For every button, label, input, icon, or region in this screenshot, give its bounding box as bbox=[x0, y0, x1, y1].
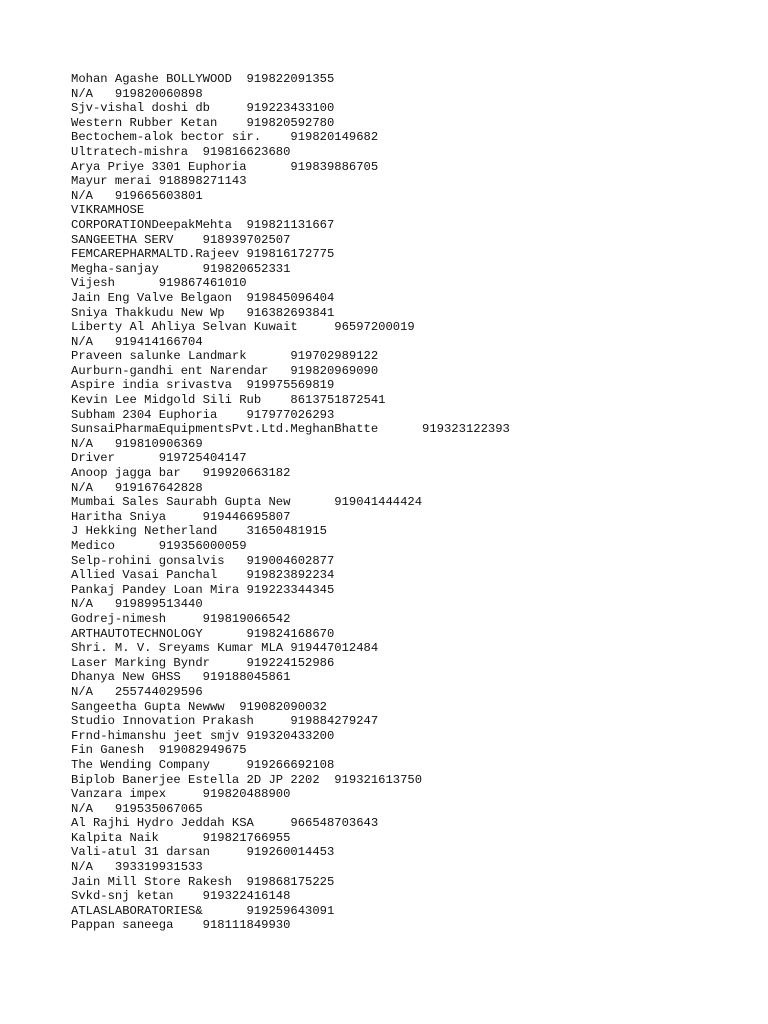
contact-line: VIKRAMHOSE bbox=[71, 203, 145, 218]
contact-line: SunsaiPharmaEquipmentsPvt.Ltd.MeghanBhatte 919323122393 bbox=[71, 422, 510, 437]
contact-line: Shri. M. V. Sreyams Kumar MLA 919447012484 bbox=[71, 641, 379, 656]
contact-line: Megha-sanjay 919820652331 bbox=[71, 261, 291, 276]
contact-line: Fin Ganesh 919082949675 bbox=[71, 743, 247, 758]
document-page bbox=[71, 72, 751, 933]
contact-line: Sjv-vishal doshi db 919223433100 bbox=[71, 101, 335, 116]
contact-line: N/A 919414166704 bbox=[71, 334, 203, 349]
contact-line: Mohan Agashe BOLLYWOOD 919822091355 bbox=[71, 72, 335, 86]
contact-line: Haritha Sniya 919446695807 bbox=[71, 509, 291, 524]
contact-line: Mumbai Sales Saurabh Gupta New 919041444424 bbox=[71, 495, 423, 510]
contact-line: Sangeetha Gupta Newww 919082090032 bbox=[71, 699, 327, 714]
contact-line: N/A 919665603801 bbox=[71, 188, 203, 203]
contact-line: Jain Mill Store Rakesh 919868175225 bbox=[71, 874, 335, 889]
contact-line: Western Rubber Ketan 919820592780 bbox=[71, 115, 335, 130]
contact-line: Medico 919356000059 bbox=[71, 539, 247, 553]
contact-line: Kevin Lee Midgold Sili Rub 8613751872541 bbox=[71, 393, 386, 408]
contact-line: ARTHAUTOTECHNOLOGY 919824168670 bbox=[71, 626, 335, 641]
contact-line: Godrej-nimesh 919819066542 bbox=[71, 611, 291, 626]
contact-line: N/A 919810906369 bbox=[71, 436, 203, 451]
contact-line: Aspire india srivastva 919975569819 bbox=[71, 378, 335, 393]
contact-line: N/A 919167642828 bbox=[71, 480, 203, 495]
contact-line: Liberty Al Ahliya Selvan Kuwait 96597200019 bbox=[71, 320, 415, 335]
contact-line: Ultratech-mishra 919816623680 bbox=[71, 144, 291, 159]
contact-line: SANGEETHA SERV 918939702507 bbox=[71, 232, 291, 247]
contact-line: Vanzara impex 919820488900 bbox=[71, 787, 291, 802]
contact-line: Mayur merai 918898271143 bbox=[71, 174, 247, 189]
contact-line: N/A 393319931533 bbox=[71, 860, 203, 875]
contact-line: Praveen salunke Landmark 919702989122 bbox=[71, 349, 379, 364]
contact-line: Biplob Banerjee Estella 2D JP 2202 919321613750 bbox=[71, 772, 423, 787]
contact-line: Anoop jagga bar 919920663182 bbox=[71, 466, 291, 481]
contact-line: Allied Vasai Panchal 919823892234 bbox=[71, 568, 335, 583]
contact-line: Svkd-snj ketan 919322416148 bbox=[71, 889, 291, 904]
contact-line: Sniya Thakkudu New Wp 916382693841 bbox=[71, 305, 335, 320]
contact-line: Vali-atul 31 darsan 919260014453 bbox=[71, 845, 335, 860]
contact-line: J Hekking Netherland 31650481915 bbox=[71, 524, 327, 539]
contact-line: FEMCAREPHARMALTD.Rajeev 919816172775 bbox=[71, 247, 335, 262]
contact-line: Dhanya New GHSS 919188045861 bbox=[71, 670, 291, 685]
contact-line: Jain Eng Valve Belgaon 919845096404 bbox=[71, 290, 335, 305]
contact-line: Kalpita Naik 919821766955 bbox=[71, 830, 291, 845]
contact-line: N/A 919535067065 bbox=[71, 801, 203, 816]
contact-line: Frnd-himanshu jeet smjv 919320433200 bbox=[71, 728, 335, 743]
contact-line: N/A 255744029596 bbox=[71, 684, 203, 699]
contact-line: Vijesh 919867461010 bbox=[71, 276, 247, 291]
contact-line: Aurburn-gandhi ent Narendar 919820969090 bbox=[71, 363, 379, 378]
contact-line: Subham 2304 Euphoria 917977026293 bbox=[71, 407, 335, 422]
contact-line: CORPORATIONDeepakMehta 919821131667 bbox=[71, 217, 335, 232]
contact-line: ATLASLABORATORIES& 919259643091 bbox=[71, 903, 335, 918]
contact-line: N/A 919820060898 bbox=[71, 86, 203, 101]
contact-line: Laser Marking Byndr 919224152986 bbox=[71, 655, 335, 670]
contact-line: Al Rajhi Hydro Jeddah KSA 966548703643 bbox=[71, 816, 379, 831]
contact-line: The Wending Company 919266692108 bbox=[71, 757, 335, 772]
contact-line: Pankaj Pandey Loan Mira 919223344345 bbox=[71, 582, 335, 597]
contact-line: Pappan saneega 918111849930 bbox=[71, 918, 291, 933]
contact-line: Studio Innovation Prakash 919884279247 bbox=[71, 714, 379, 729]
contact-line: N/A 919899513440 bbox=[71, 597, 203, 612]
contact-line: Driver 919725404147 bbox=[71, 451, 247, 466]
contact-line: Arya Priye 3301 Euphoria 919839886705 bbox=[71, 159, 379, 174]
contact-line: Selp-rohini gonsalvis 919004602877 bbox=[71, 553, 335, 568]
contact-line: Bectochem-alok bector sir. 919820149682 bbox=[71, 130, 379, 145]
